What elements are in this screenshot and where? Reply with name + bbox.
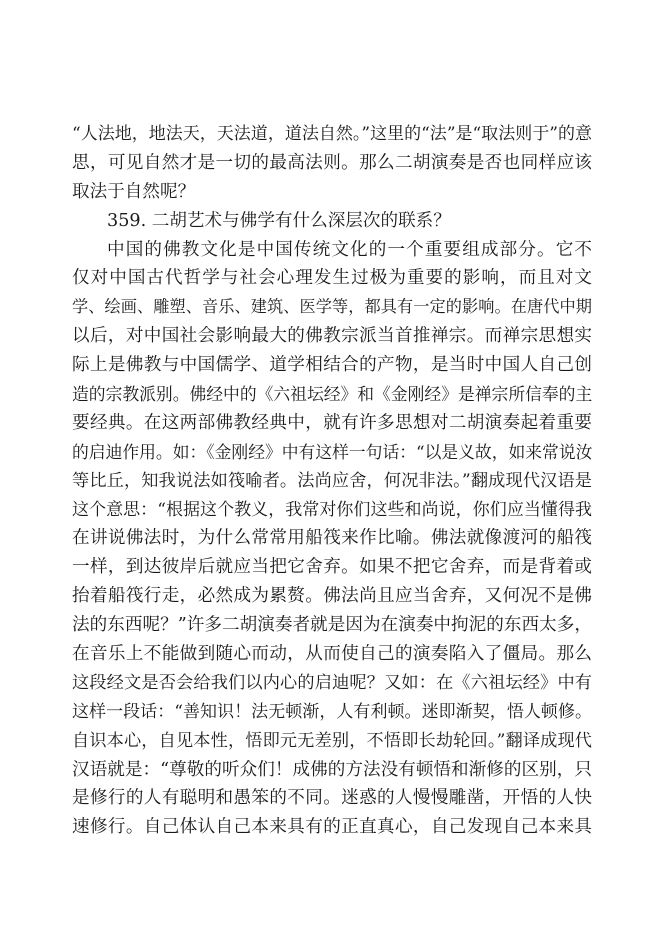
text-line: 的启迪作用。如：《金刚经》中有这样一句话：“以是义故，如来常说汝 (72, 441, 593, 462)
text-line: 造的宗教派别。佛经中的《六祖坛经》和《金刚经》是禅宗所信奉的主 (72, 384, 593, 405)
body-text (72, 120, 592, 842)
text-line: 等比丘，知我说法如筏喻者。法尚应舍，何况非法。”翻成现代汉语是 (72, 470, 592, 491)
text-line: “人法地，地法天，天法道，道法自然。”这里的“法”是“取法则于”的意 (72, 124, 592, 144)
text-line: 学、绘画、雕塑、音乐、建筑、医学等，都具有一定的影响。在唐代中期 (72, 297, 592, 317)
text-line: 中国的佛教文化是中国传统文化的一个重要组成部分。它不 (107, 239, 592, 260)
text-line: 法的东西呢？”许多二胡演奏者就是因为在演奏中拘泥的东西太多， (72, 615, 592, 636)
text-line: 在讲说佛法时，为什么常常用船筏来作比喻。佛法就像渡河的船筏 (72, 528, 592, 549)
text-line: 要经典。在这两部佛教经典中，就有许多思想对二胡演奏起着重要 (72, 412, 592, 433)
text-line: 际上是佛教与中国儒学、道学相结合的产物，是当时中国人自己创 (72, 355, 592, 376)
section-heading: 359. 二胡艺术与佛学有什么深层次的联系？ (107, 210, 451, 231)
text-line: 在音乐上不能做到随心而动，从而使自己的演奏陷入了僵局。那么 (72, 644, 592, 665)
text-line: 自识本心，自见本性，悟即元无差别，不悟即长劫轮回。”翻译成现代 (72, 730, 592, 751)
text-line: 这样一段话：“善知识！法无顿渐，人有利顿。迷即渐契，悟人顿修。 (72, 701, 592, 722)
text-line: 速修行。自己体认自己本来具有的正直真心，自己发现自己本来具 (72, 817, 592, 838)
text-line: 以后，对中国社会影响最大的佛教宗派当首推禅宗。而禅宗思想实 (72, 326, 592, 347)
text-line: 取法于自然呢？ (72, 181, 196, 202)
text-line: 汉语就是：“尊敬的听众们！成佛的方法没有顿悟和渐修的区别，只 (72, 759, 592, 780)
text-line: 这段经文是否会给我们以内心的启迪呢？又如：在《六祖坛经》中有 (72, 672, 592, 693)
text-line: 这个意思：“根据这个教义，我常对你们这些和尚说，你们应当懂得我 (72, 499, 592, 520)
text-line: 抬着船筏行走，必然成为累赘。佛法尚且应当舍弃，又何况不是佛 (72, 586, 592, 607)
text-line: 一样，到达彼岸后就应当把它舍弃。如果不把它舍弃，而是背着或 (72, 557, 592, 578)
text-line: 是修行的人有聪明和愚笨的不同。迷惑的人慢慢雕凿，开悟的人快 (72, 788, 592, 809)
text-line: 思，可见自然才是一切的最高法则。那么二胡演奏是否也同样应该 (72, 152, 592, 173)
text-line: 仅对中国古代哲学与社会心理发生过极为重要的影响，而且对文 (72, 268, 592, 289)
